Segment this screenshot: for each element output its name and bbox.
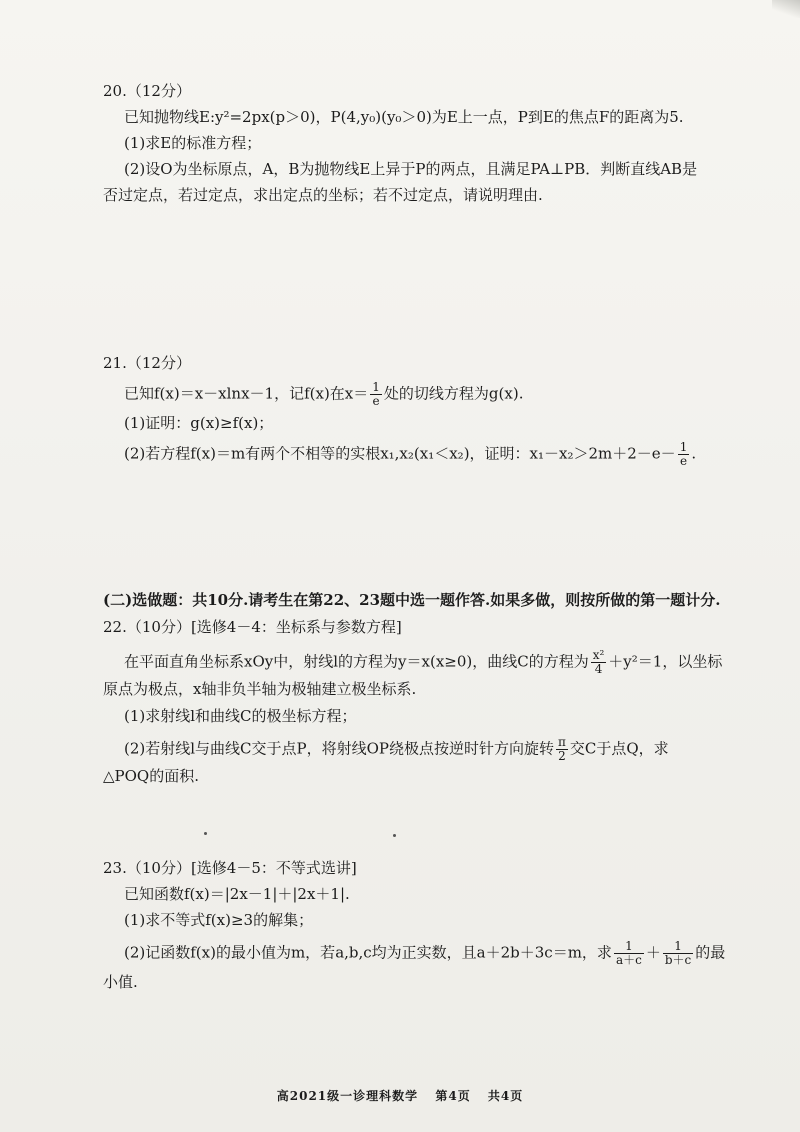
q21-stem-frac-den: e <box>372 394 380 408</box>
q22-part2-line1 <box>124 736 669 763</box>
q23-frac1-den: a＋c <box>615 953 642 967</box>
q22-part2-line2: △POQ的面积. <box>103 767 199 785</box>
footer-exam-title: 高2021级一诊理科数学 <box>276 1089 419 1103</box>
q21-part1: (1)证明：g(x)≥f(x)； <box>124 414 274 432</box>
q22-part2-frac-num: π <box>558 735 566 749</box>
q21-part2-fraction <box>678 441 690 468</box>
q23-frac1-num: 1 <box>614 940 644 954</box>
q22-stem-text-pre: 在平面直角坐标系xOy中，射线l的方程为y＝x(x≥0)，曲线C的方程为 <box>124 652 589 671</box>
q23-part2-text-pre: (2)记函数f(x)的最小值为m，若a,b,c均为正实数，且a＋2b＋3c＝m，求 <box>124 943 612 962</box>
q21-part2-text-pre: (2)若方程f(x)＝m有两个不相等的实根x₁,x₂(x₁＜x₂)，证明：x₁－x₂＞2m＋2－e－ <box>124 444 676 463</box>
q23-plus-sign: ＋ <box>645 943 661 962</box>
page-footer <box>0 1087 800 1104</box>
scan-speck <box>204 832 207 835</box>
q22-part2-fraction <box>556 736 568 763</box>
q22-part2-text-pre: (2)若射线l与曲线C交于点P，将射线OP绕极点按逆时针方向旋转 <box>124 739 555 758</box>
q22-stem-frac-num: x² <box>592 648 605 662</box>
q23-part2-line1 <box>124 940 725 967</box>
q23-frac2-den: b＋c <box>664 953 692 967</box>
q21-part2 <box>124 441 696 468</box>
q23-part2-line2: 小值. <box>103 973 138 991</box>
q22-stem-line1 <box>124 649 722 676</box>
q22-stem-fraction <box>591 649 607 676</box>
q21-part2-frac-num: 1 <box>679 440 688 454</box>
scan-corner-shadow <box>772 0 800 18</box>
q21-stem-fraction <box>370 381 382 408</box>
q20-part2-line1: (2)设O为坐标原点，A，B为抛物线E上异于P的两点，且满足PA⊥PB．判断直线AB是 <box>124 160 698 178</box>
q22-part2-frac-den: 2 <box>558 749 566 763</box>
q23-part1: (1)求不等式f(x)≥3的解集； <box>124 911 314 929</box>
elective-section-header: (二)选做题：共10分.请考生在第22、23题中选一题作答.如果多做，则按所做的第一题计分. <box>103 591 721 609</box>
q21-part2-frac-den: e <box>679 454 688 468</box>
q20-part2-line2: 否过定点，若过定点，求出定点的坐标；若不过定点，请说明理由. <box>103 186 543 204</box>
q21-stem <box>124 381 523 408</box>
q22-stem-frac-den: 4 <box>594 662 603 676</box>
q21-heading: 21.（12分） <box>103 354 191 372</box>
q23-stem: 已知函数f(x)＝|2x－1|＋|2x＋1|. <box>124 885 350 903</box>
q22-stem-line2: 原点为极点，x轴非负半轴为极轴建立极坐标系. <box>103 680 417 698</box>
q22-part2-text-post: 交C于点Q，求 <box>569 739 669 758</box>
q23-part2-text-post: 的最 <box>695 943 726 962</box>
q21-stem-text-pre: 已知f(x)＝x－xlnx－1，记f(x)在x＝ <box>124 384 369 403</box>
footer-page-number: 第4页 <box>435 1089 471 1103</box>
q22-part1: (1)求射线l和曲线C的极坐标方程； <box>124 707 357 725</box>
q21-stem-frac-num: 1 <box>372 380 380 394</box>
q22-stem-text-post: ＋y²＝1，以坐标 <box>608 652 723 671</box>
q23-fraction-1 <box>614 940 644 967</box>
q21-stem-text-post: 处的切线方程为g(x). <box>383 384 524 403</box>
footer-total-pages: 共4页 <box>487 1089 524 1103</box>
q23-frac2-num: 1 <box>663 940 693 954</box>
q20-part1: (1)求E的标准方程； <box>124 134 262 152</box>
q20-heading: 20.（12分） <box>103 82 191 100</box>
q23-heading: 23.（10分）[选修4－5：不等式选讲] <box>103 859 357 877</box>
scan-speck <box>393 834 396 837</box>
q20-stem: 已知抛物线E:y²=2px(p＞0)，P(4,y₀)(y₀＞0)为E上一点，P到E的焦点F的距离为5. <box>124 108 684 126</box>
q21-part2-text-post: . <box>691 444 697 463</box>
q22-heading: 22.（10分）[选修4－4：坐标系与参数方程] <box>103 618 402 636</box>
q23-fraction-2 <box>663 940 693 967</box>
